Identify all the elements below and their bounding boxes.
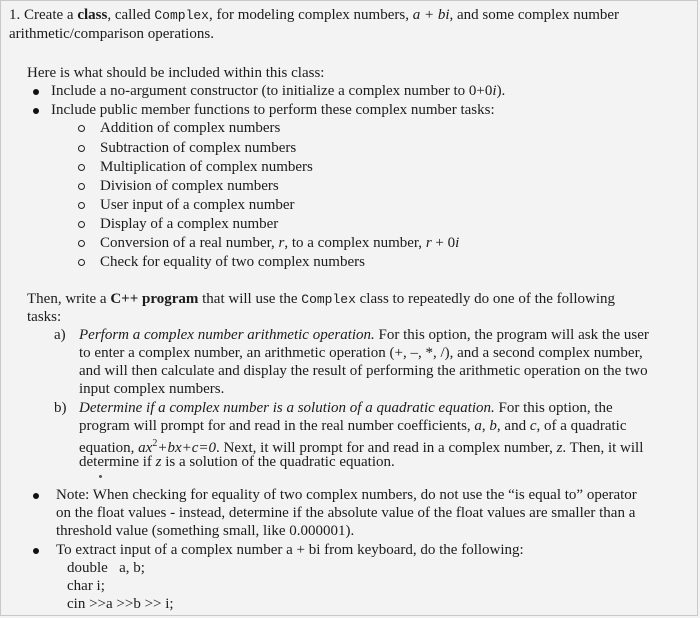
- task-item: Addition of complex numbers: [100, 120, 281, 136]
- circle-bullet: [78, 221, 85, 228]
- option-b-l2-pre: program will prompt for and read in the real number coefficients,: [79, 418, 475, 434]
- option-b-l2-end: , of a quadratic: [536, 418, 627, 434]
- note-line-2: on the float values - instead, determine if the absolute value of the float values are smaller than a: [56, 505, 636, 521]
- task7-r2: r: [425, 235, 432, 251]
- then-line-2: tasks:: [27, 309, 62, 325]
- equation-ax: ax: [138, 440, 153, 456]
- q1-prefix: 1. Create a: [9, 7, 78, 23]
- bullet-constructor: [51, 82, 505, 100]
- variable-z: z: [556, 440, 563, 456]
- option-b-title: Determine if a complex number is a solution of a quadratic equation.: [79, 400, 495, 416]
- code-line-1: double a, b;: [67, 560, 145, 576]
- q1-tail: , for modeling complex numbers,: [208, 7, 413, 23]
- equation-rest: +bx+c=0: [157, 440, 217, 456]
- circle-bullet: [78, 164, 85, 171]
- question-line-1: [9, 6, 619, 25]
- then-end: class to repeatedly do one of the following: [355, 291, 615, 307]
- q1-abi: a + bi: [412, 7, 450, 23]
- task-item: Multiplication of complex numbers: [100, 159, 313, 175]
- bullet-constructor-end: ).: [496, 83, 506, 99]
- option-b-and: , and: [496, 418, 530, 434]
- circle-bullet: [78, 183, 85, 190]
- circle-bullet: [78, 125, 85, 132]
- task-item: Display of a complex number: [100, 216, 279, 232]
- note-extract: To extract input of a complex number a + bi from keyboard, do the following:: [56, 542, 524, 558]
- task7-end: + 0: [431, 235, 456, 251]
- equation-exponent: 2: [152, 438, 158, 449]
- then-line-1: [27, 290, 615, 309]
- task-item: Subtraction of complex numbers: [100, 140, 297, 156]
- variable-z: z: [155, 454, 162, 470]
- bullet-dot: [33, 493, 39, 499]
- option-b-line-2: [79, 417, 626, 435]
- note-line-3: threshold value (something small, like 0.000001).: [56, 523, 355, 539]
- option-b-l3-pre: equation,: [79, 440, 139, 456]
- bullet-dot: [33, 89, 39, 95]
- option-a-line-3: and will then calculate and display the result of performing the arithmetic operation on the two: [79, 363, 648, 379]
- task-item: User input of a complex number: [100, 197, 295, 213]
- bullet-public-functions: Include public member functions to perform these complex number tasks:: [51, 102, 495, 118]
- then-mid: that will use the: [198, 291, 302, 307]
- option-b-rest: For this option, the: [494, 400, 613, 416]
- option-b-line-1: [79, 399, 613, 417]
- option-b-l4-pre: determine if: [79, 454, 156, 470]
- task7-mid: , to a complex number,: [284, 235, 426, 251]
- circle-bullet: [78, 240, 85, 247]
- bullet-constructor-text: Include a no-argument constructor (to initialize a complex number to 0+0: [51, 83, 493, 99]
- circle-bullet: [78, 145, 85, 152]
- option-b-l4-end: is a solution of the quadratic equation.: [161, 454, 395, 470]
- coef-c: c: [529, 418, 537, 434]
- q1-complex-code: Complex: [154, 8, 209, 23]
- bullet-dot: [33, 108, 39, 114]
- task7-r1: r: [278, 235, 285, 251]
- circle-bullet: [78, 259, 85, 266]
- option-b-label: b): [54, 400, 67, 416]
- code-line-3: cin >>a >>b >> i;: [67, 596, 174, 612]
- then-pre: Then, write a: [27, 291, 111, 307]
- task-item: Check for equality of two complex numbers: [100, 254, 365, 270]
- option-b-l3-end2: . Then, it will: [562, 440, 644, 456]
- question-line-2: arithmetic/comparison operations.: [9, 26, 214, 42]
- option-a-label: a): [54, 327, 66, 343]
- task-item: Division of complex numbers: [100, 178, 279, 194]
- coef-a: a: [474, 418, 482, 434]
- intro-text: Here is what should be included within this class:: [27, 65, 325, 81]
- bullet-dot: [33, 548, 39, 554]
- coef-b: b: [489, 418, 497, 434]
- task-item-conversion: [100, 234, 459, 252]
- task7-pre: Conversion of a real number,: [100, 235, 279, 251]
- option-a-line-2: to enter a complex number, an arithmetic operation (+, –, *, /), and a second complex number,: [79, 345, 643, 361]
- bullet-constructor-i: i: [492, 83, 497, 99]
- q1-class-word: class: [77, 7, 108, 23]
- note-line-1: Note: When checking for equality of two complex numbers, do not use the “is equal to” operator: [56, 487, 637, 503]
- then-code: Complex: [301, 292, 356, 307]
- option-b-line-4: [79, 453, 395, 471]
- circle-bullet: [78, 202, 85, 209]
- task7-i: i: [455, 235, 460, 251]
- q1-called: , called: [107, 7, 155, 23]
- then-cpp: C++ program: [110, 291, 199, 307]
- q1-tail2: , and some complex number: [449, 7, 620, 23]
- option-a-title: Perform a complex number arithmetic operation.: [79, 327, 375, 343]
- option-a-line-1: [79, 326, 649, 344]
- option-b-comma-1: ,: [481, 418, 490, 434]
- stray-dot: [99, 475, 102, 478]
- option-a-rest: For this option, the program will ask the user: [374, 327, 649, 343]
- option-a-line-4: input complex numbers.: [79, 381, 225, 397]
- code-line-2: char i;: [67, 578, 105, 594]
- option-b-l3-end: . Next, it will prompt for and read in a complex number,: [216, 440, 557, 456]
